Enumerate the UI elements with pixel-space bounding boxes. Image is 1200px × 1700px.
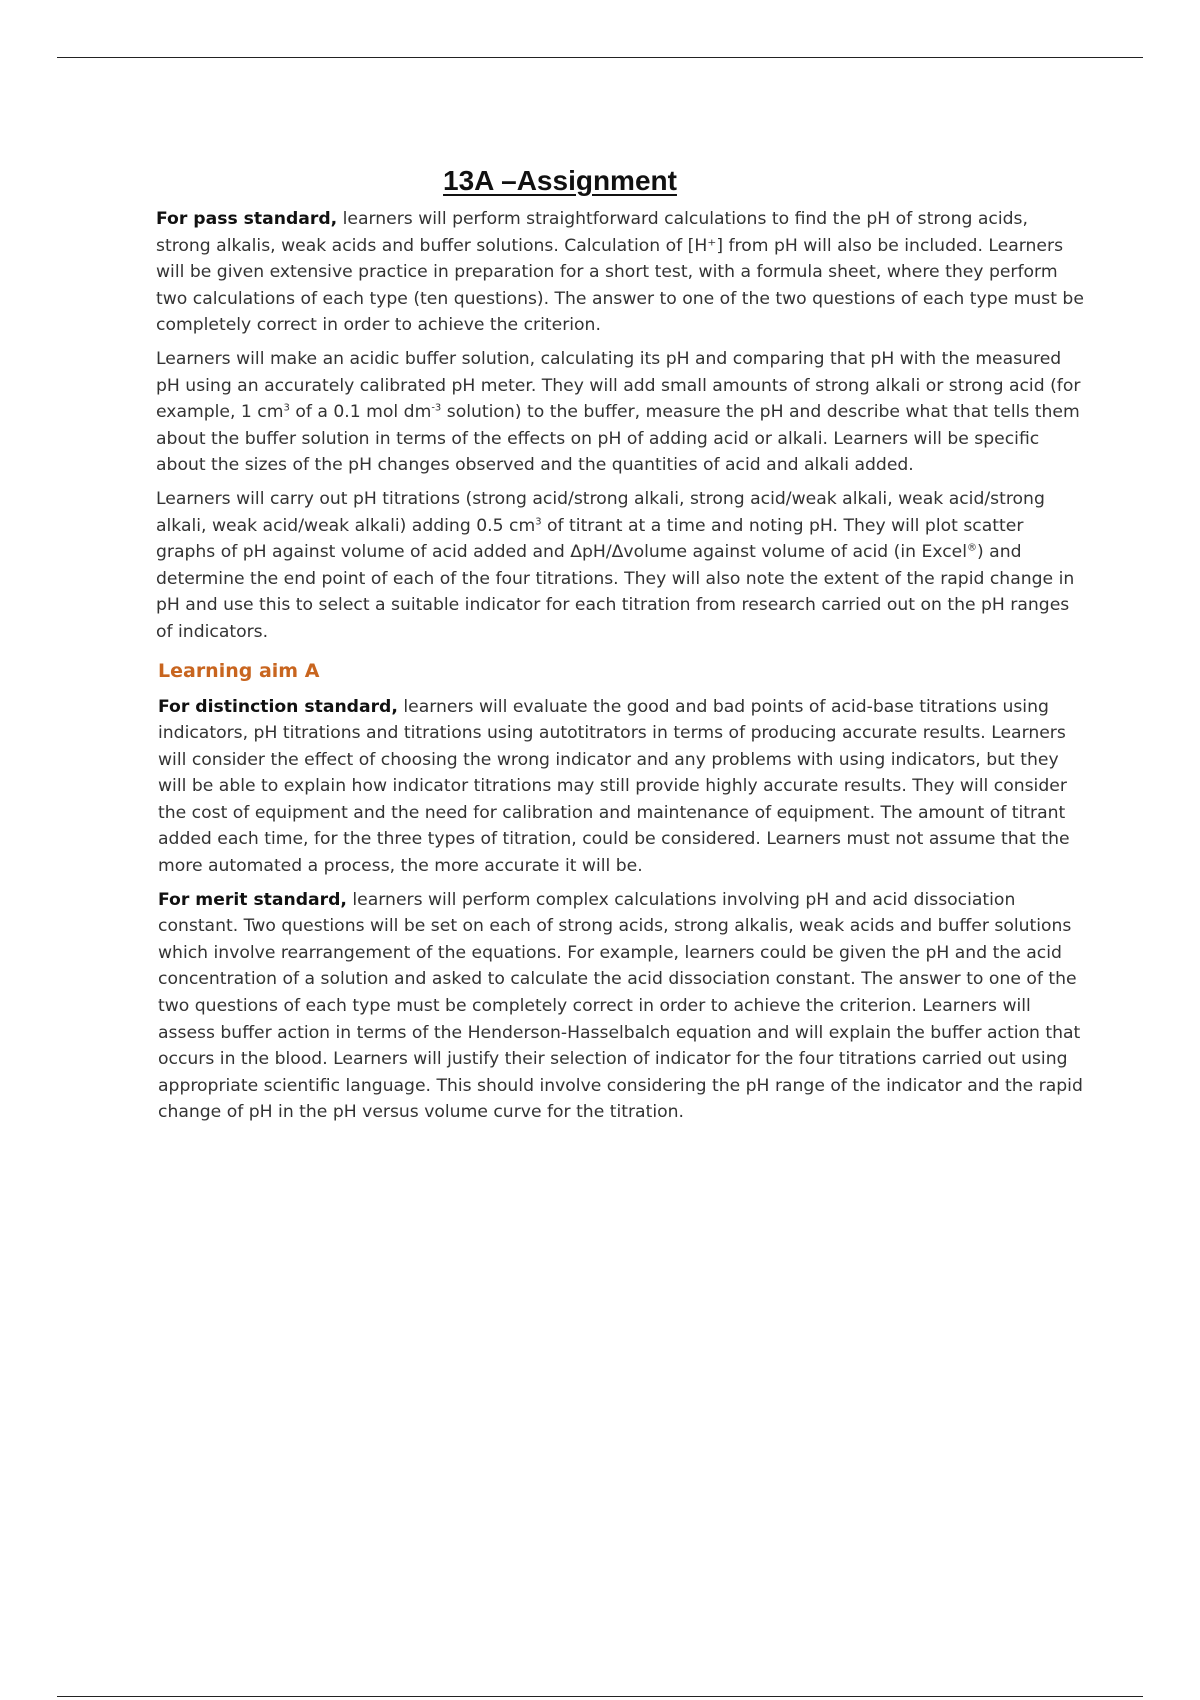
pass-standard-lead: For pass standard,	[156, 209, 338, 229]
merit-standard-lead: For merit standard,	[158, 889, 347, 910]
titration-text-1: Learners will carry out pH titrations (strong acid/strong alkali, strong acid/weak alkali, weak acid/strong alkali, weak acid/weak alkali) adding 0.5 cm	[156, 488, 1045, 536]
buffer-paragraph	[156, 346, 1086, 479]
footer-rule	[57, 1696, 1143, 1697]
distinction-standard-paragraph	[156, 694, 1086, 880]
buffer-text-1: Learners will make an acidic buffer solution, calculating its pH and comparing that pH with the measured pH using an accurately calibrated pH meter. They will add small amounts of strong alkali or strong acid (for example, 1 cm	[156, 348, 1081, 423]
pass-standard-paragraph	[156, 206, 1086, 339]
titration-text-2: of titrant at a time and noting pH. They will plot scatter graphs of pH against volume of acid added and ΔpH/Δvolume against volume of acid (in Excel	[156, 515, 1024, 563]
buffer-text-3: solution) to the buffer, measure the pH and describe what that tells them about the buffer solution in terms of the effects on pH of adding acid or alkali. Learners will be specific about the sizes of the pH changes observed and the quantities of acid and alkali added.	[156, 402, 1080, 476]
superscript-neg3: -3	[431, 402, 442, 414]
document-body	[156, 206, 1086, 1133]
buffer-text-2: of a 0.1 mol dm	[289, 402, 432, 423]
distinction-standard-lead: For distinction standard,	[158, 696, 398, 717]
superscript-cube: 3	[283, 402, 290, 414]
titration-text-3: ) and determine the end point of each of the four titrations. They will also note the extent of the rapid change in pH and use this to select a suitable indicator for each titration from research carried out on the pH ranges of indicators.	[156, 542, 1075, 642]
merit-standard-paragraph	[156, 887, 1086, 1126]
header-rule	[57, 57, 1143, 58]
superscript-cube-2: 3	[535, 515, 542, 527]
merit-standard-text: learners will perform complex calculations involving pH and acid dissociation constant. Two questions will be set on each of strong acids, strong alkalis, weak acids and buffer solutions which involve rearrangement of the equations. For example, learners could be given the pH and the acid concentration of a solution and asked to calculate the acid dissociation constant. The answer to one of the two questions of each type must be completely correct in order to achieve the criterion. Learners will assess buffer action in terms of the Henderson-Hasselbalch equation and will explain the buffer action that occurs in the blood. Learners will justify their selection of indicator for the four titrations carried out using appropriate scientific language. This should involve considering the pH range of the indicator and the rapid change of pH in the pH versus volume curve for the titration.	[158, 889, 1083, 1123]
titration-paragraph	[156, 486, 1086, 646]
pass-standard-text: learners will perform straightforward calculations to find the pH of strong acids, strong alkalis, weak acids and buffer solutions. Calculation of [H⁺] from pH will also be included. Learners will be given extensive practice in preparation for a short test, with a formula sheet, where they perform two calculations of each type (ten questions). The answer to one of the two questions of each type must be completely correct in order to achieve the criterion.	[156, 209, 1084, 336]
learning-aim-heading: Learning aim A	[158, 659, 320, 682]
distinction-standard-text: learners will evaluate the good and bad points of acid-base titrations using indicators, pH titrations and titrations using autotitrators in terms of producing accurate results. Learners will consider the effect of choosing the wrong indicator and any problems with using indicators, but they will be able to explain how indicator titrations may still provide highly accurate results. They will consider the cost of equipment and the need for calibration and maintenance of equipment. The amount of titrant added each time, for the three types of titration, could be considered. Learners must not assume that the more automated a process, the more accurate it will be.	[158, 696, 1070, 877]
page-title: 13A –Assignment	[443, 164, 677, 196]
superscript-registered: ®	[967, 542, 977, 554]
